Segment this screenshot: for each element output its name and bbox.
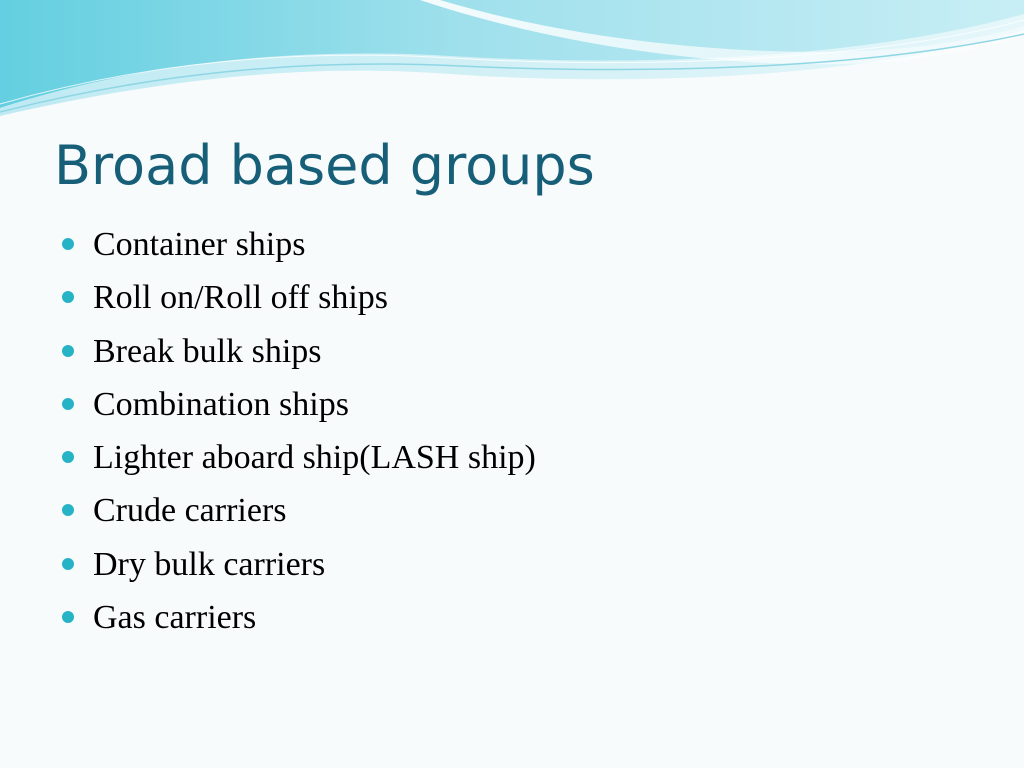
bullet-dot-icon (62, 558, 74, 570)
bullet-text: Combination ships (93, 385, 349, 423)
slide-title: Broad based groups (54, 134, 595, 197)
bullet-dot-icon (62, 238, 74, 250)
bullet-text: Roll on/Roll off ships (93, 279, 389, 317)
bullet-dot-icon (62, 451, 74, 463)
bullet-text: Break bulk ships (93, 332, 322, 370)
bullet-text: Crude carriers (93, 492, 287, 530)
bullet-dot-icon (62, 345, 74, 357)
bullet-text: Gas carriers (93, 599, 257, 637)
bullet-dot-icon (62, 504, 74, 516)
bullet-dot-icon (62, 291, 74, 303)
bullet-text: Lighter aboard ship(LASH ship) (93, 439, 536, 477)
bullet-dot-icon (62, 398, 74, 410)
bullet-text: Dry bulk carriers (93, 545, 326, 583)
wave-decoration (0, 0, 1024, 130)
bullet-dot-icon (62, 611, 74, 623)
bullet-text: Container ships (93, 226, 306, 263)
